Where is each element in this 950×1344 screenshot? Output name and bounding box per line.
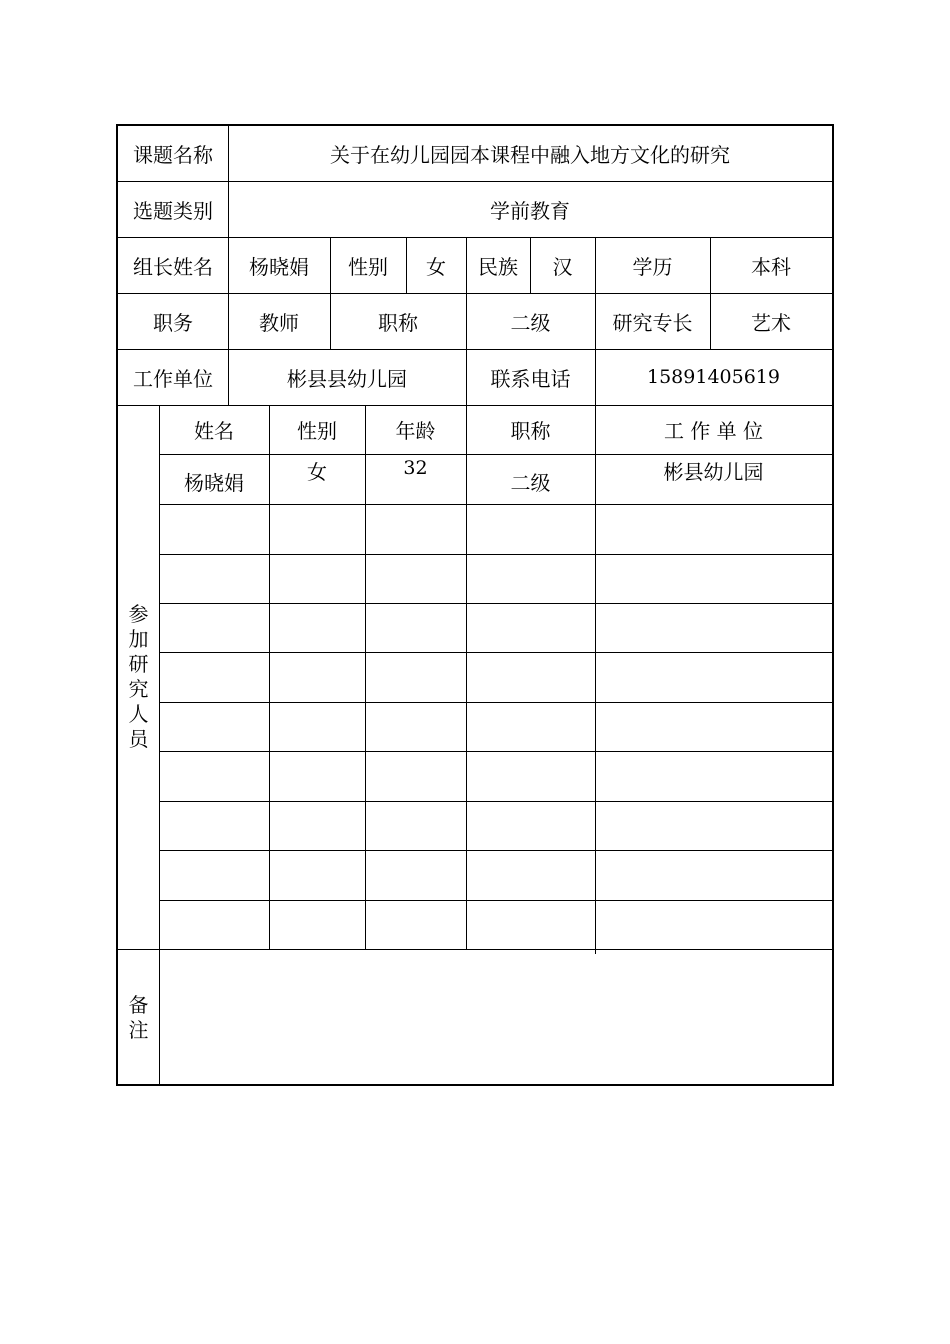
- row-divider: [159, 801, 832, 802]
- leader-ethnicity: 汉: [552, 254, 573, 279]
- position-label: 职务: [153, 310, 193, 335]
- vertical-char: 员: [128, 727, 149, 751]
- leader-education: 本科: [751, 254, 791, 279]
- header-title: 职称: [510, 419, 551, 443]
- row-divider: [159, 900, 832, 901]
- vertical-char: 研: [128, 652, 149, 676]
- vertical-char: 加: [128, 627, 149, 651]
- row-divider: [159, 702, 832, 703]
- participants-section-label: [118, 405, 159, 949]
- header-gender: 性别: [297, 419, 337, 443]
- participant-age: 32: [403, 457, 428, 479]
- category-value: 学前教育: [490, 198, 570, 223]
- remarks-value[interactable]: [159, 949, 832, 1086]
- specialty-label: 研究专长: [612, 310, 693, 335]
- leader-education-label: 学历: [632, 254, 673, 279]
- work-unit-label: 工作单位: [133, 366, 213, 391]
- vertical-char: 备: [128, 992, 149, 1017]
- participant-gender: 女: [307, 460, 327, 484]
- participant-work-unit: 彬县幼儿园: [663, 460, 764, 484]
- participant-title: 二级: [510, 470, 551, 495]
- row-divider: [159, 652, 832, 653]
- title-label: 职称: [378, 310, 418, 335]
- specialty-value: 艺术: [751, 310, 791, 335]
- leader-gender-label: 性别: [348, 254, 388, 279]
- header-age: 年龄: [395, 419, 436, 443]
- row-divider: [159, 603, 832, 604]
- vertical-char: 参: [128, 602, 149, 626]
- row-divider: [159, 751, 832, 752]
- row-divider: [159, 850, 832, 851]
- leader-name-label: 组长姓名: [133, 254, 213, 279]
- work-unit-value: 彬县县幼儿园: [287, 366, 407, 391]
- row-divider: [159, 504, 832, 505]
- topic-value: 关于在幼儿园园本课程中融入地方文化的研究: [330, 143, 730, 167]
- leader-gender: 女: [426, 254, 446, 279]
- position-value: 教师: [259, 310, 299, 335]
- vertical-char: 人: [128, 702, 149, 726]
- remarks-label: [118, 949, 159, 1086]
- title-value: 二级: [510, 310, 551, 335]
- vertical-char: 注: [128, 1017, 149, 1042]
- topic-label: 课题名称: [133, 143, 213, 167]
- phone-value: 15891405619: [647, 366, 780, 388]
- phone-label: 联系电话: [490, 366, 571, 391]
- leader-name: 杨晓娟: [249, 254, 309, 279]
- row-divider: [159, 554, 832, 555]
- research-team-form: [116, 124, 834, 1086]
- category-label: 选题类别: [133, 198, 213, 223]
- header-work-unit: 工 作 单 位: [663, 419, 764, 443]
- leader-ethnicity-label: 民族: [478, 254, 518, 279]
- participant-name: 杨晓娟: [184, 470, 244, 495]
- vertical-char: 究: [128, 677, 149, 701]
- header-name: 姓名: [194, 419, 234, 443]
